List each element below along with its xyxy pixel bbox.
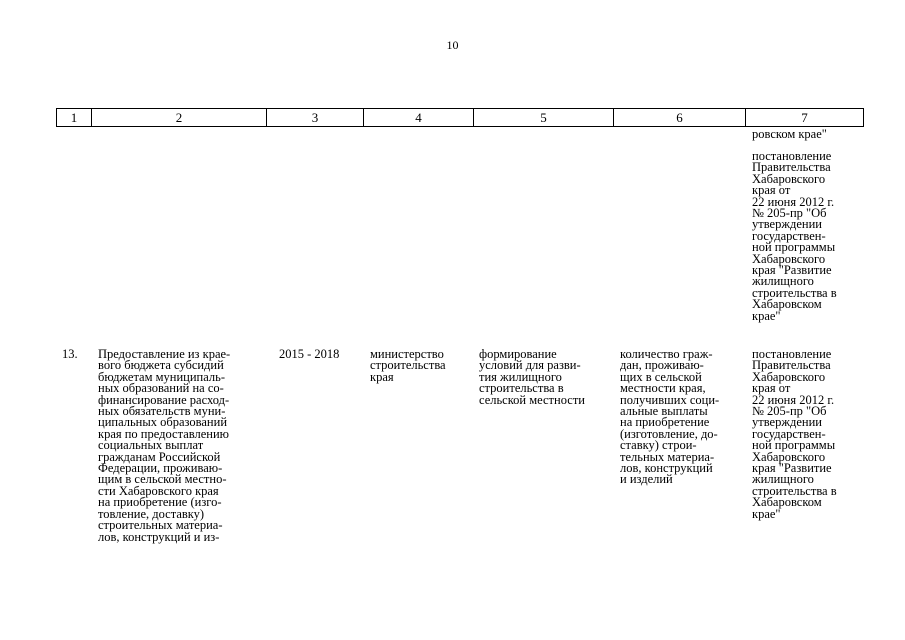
row13-legal-basis: постановление Правительства Хабаровского края от 22 июня 2012 г. № 205-пр "Об утверждении государствен- ной программы Хабаровского края "Развитие жилищного строительства в Хабаровском крае" — [752, 347, 837, 521]
continuation-text: ровском крае" — [752, 127, 827, 141]
header-col-5: 5 — [474, 109, 614, 127]
row13-period: 2015 - 2018 — [279, 347, 340, 361]
header-col-1: 1 — [57, 109, 92, 127]
header-row — [57, 109, 864, 127]
row13-number: 13. — [62, 347, 78, 361]
row13-goal: формирование условий для разви- тия жилищного строительства в сельской местности — [479, 347, 585, 407]
prev-row-legal-basis: постановление Правительства Хабаровского края от 22 июня 2012 г. № 205-пр "Об утверждении государствен- ной программы Хабаровского края "Развитие жилищного строительства в Хабаровском крае" — [752, 149, 837, 323]
row13-executor: министерство строительства края — [370, 347, 446, 384]
page-number: 10 — [446, 38, 459, 52]
header-col-3: 3 — [267, 109, 364, 127]
header-col-7: 7 — [746, 109, 864, 127]
row13-measure: Предоставление из крае- вого бюджета субсидий бюджетам муниципаль- ных образований на со- финансирование расход- ных обязательств муни- ципальных образований края по предоставлению социальных выплат гражданам Российской Федерации, проживаю- щим в сельской местно- сти Хабаровского края на приобретение (изго- товление, доставку) строительных материа- лов, конструкций и из- — [98, 347, 231, 544]
header-col-2: 2 — [92, 109, 267, 127]
row13-indicator: количество граж- дан, проживаю- щих в сельской местности края, получивших соци- альные выплаты на приобретение (изготовление, до- ставку) строи- тельных материа- лов, конструкций и изделий — [620, 347, 720, 487]
header-col-6: 6 — [614, 109, 746, 127]
column-number-header — [56, 108, 864, 127]
header-col-4: 4 — [364, 109, 474, 127]
